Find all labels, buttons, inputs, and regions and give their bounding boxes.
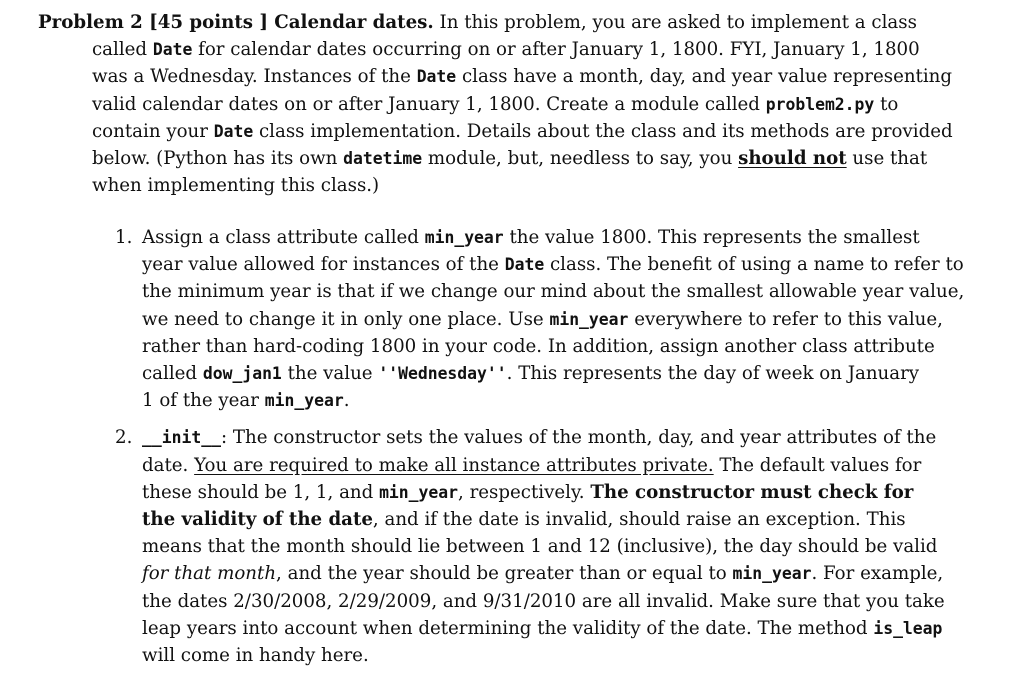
code-term: datetime — [343, 149, 423, 169]
intro-text: module, but, needless to say, you — [422, 148, 739, 170]
code-term: __init__ — [142, 428, 221, 448]
item-line — [38, 251, 990, 278]
intro-line-3 — [38, 63, 990, 90]
intro-line-6 — [38, 145, 990, 172]
intro-line-5 — [38, 118, 990, 145]
emphasis-text: should not — [738, 148, 847, 170]
intro-line-1 — [38, 9, 990, 36]
item-text: The default values for — [713, 454, 922, 476]
intro-text: for calendar dates occurring on or after January 1, 1800. FYI, January 1, 1800 — [192, 39, 920, 61]
code-term: min_year — [732, 564, 812, 584]
item-line — [38, 360, 990, 387]
item-line — [38, 506, 990, 533]
intro-text: valid calendar dates on or after January 1, 1800. Create a module called — [92, 93, 766, 115]
item-text: , respectively. — [458, 481, 591, 503]
item-text: : The constructor sets the values of the month, day, and year attributes of the — [220, 427, 937, 449]
code-term: min_year — [549, 309, 629, 329]
intro-text: when implementing this class.) — [92, 175, 380, 197]
intro-text: In this problem, you are asked to implement a class — [433, 12, 917, 33]
item-text: leap years into account when determining the validity of the date. The method — [142, 617, 874, 639]
item-text: 1 of the year — [142, 390, 265, 412]
list-item-1 — [38, 224, 990, 414]
item-text: the value 1800. This represents the smallest — [503, 227, 920, 248]
item-line — [38, 306, 990, 333]
item-line: rather than hard-coding 1800 in your code. In addition, assign another class attribute — [142, 335, 935, 357]
item-line — [38, 615, 990, 642]
item-text: . This represents the day of week on January — [506, 363, 920, 385]
list-item-2 — [38, 424, 990, 669]
intro-text: called — [92, 39, 153, 61]
item-line — [38, 224, 990, 251]
intro-text: contain your — [92, 120, 214, 142]
item-text: date. — [142, 454, 195, 476]
intro-line-4 — [38, 91, 990, 118]
requirements-list — [38, 224, 990, 669]
item-text: class. The benefit of using a name to refer to — [544, 254, 964, 276]
item-text: we need to change it in only one place. Use — [142, 308, 550, 330]
code-term: problem2.py — [765, 94, 875, 114]
item-line: the minimum year is that if we change our mind about the smallest allowable year value, — [142, 281, 965, 303]
code-term: min_year — [379, 482, 459, 502]
item-line — [38, 560, 990, 587]
code-term: ''Wednesday'' — [378, 364, 507, 384]
code-term: min_year — [424, 228, 504, 247]
item-text: the value — [281, 363, 379, 385]
intro-text: was a Wednesday. Instances of the — [92, 66, 417, 88]
code-term: min_year — [264, 391, 344, 411]
intro-text: use that — [846, 148, 928, 170]
item-text: year value allowed for instances of the — [142, 254, 505, 276]
intro-text: class implementation. Details about the class and its methods are provided — [253, 120, 953, 142]
item-line: the dates 2/30/2008, 2/29/2009, and 9/31/2010 are all invalid. Make sure that you take — [142, 590, 945, 612]
item-line — [38, 387, 990, 414]
code-term: Date — [213, 121, 254, 141]
intro-line-2 — [38, 36, 990, 63]
intro-text: class have a month, day, and year value representing — [456, 66, 953, 88]
code-term: dow_jan1 — [202, 364, 282, 384]
item-number: 1. — [115, 227, 133, 248]
problem-heading: Problem 2 [45 points ] — [38, 12, 268, 33]
underlined-text: You are required to make all instance attributes private. — [194, 454, 714, 476]
item-text: these should be 1, 1, and — [142, 481, 380, 503]
item-line — [38, 424, 990, 451]
item-line: will come in handy here. — [142, 645, 369, 667]
item-text: everywhere to refer to this value, — [628, 308, 943, 330]
intro-text: below. (Python has its own — [92, 148, 344, 170]
intro-line-7 — [38, 172, 990, 199]
item-text: , and the year should be greater than or equal to — [276, 563, 733, 585]
item-text: . — [343, 390, 350, 412]
item-text: Assign a class attribute called — [142, 227, 425, 248]
code-term: Date — [416, 67, 457, 87]
item-number: 2. — [115, 427, 133, 449]
item-text: . For example, — [811, 563, 944, 585]
code-term: Date — [504, 255, 545, 275]
italic-text: for that month — [142, 563, 277, 585]
item-text: , and if the date is invalid, should raise an exception. This — [372, 509, 906, 531]
emphasis-text: The constructor must check for — [590, 481, 914, 503]
item-line — [38, 479, 990, 506]
intro-text: to — [874, 93, 899, 115]
item-line — [38, 452, 990, 479]
problem-title: Calendar dates. — [267, 12, 434, 33]
code-term: is_leap — [873, 618, 943, 638]
problem-intro — [38, 9, 990, 199]
emphasis-text: the validity of the date — [142, 509, 373, 531]
item-line: means that the month should lie between 1 and 12 (inclusive), the day should be valid — [142, 536, 938, 558]
item-text: called — [142, 363, 203, 385]
code-term: Date — [152, 40, 193, 60]
